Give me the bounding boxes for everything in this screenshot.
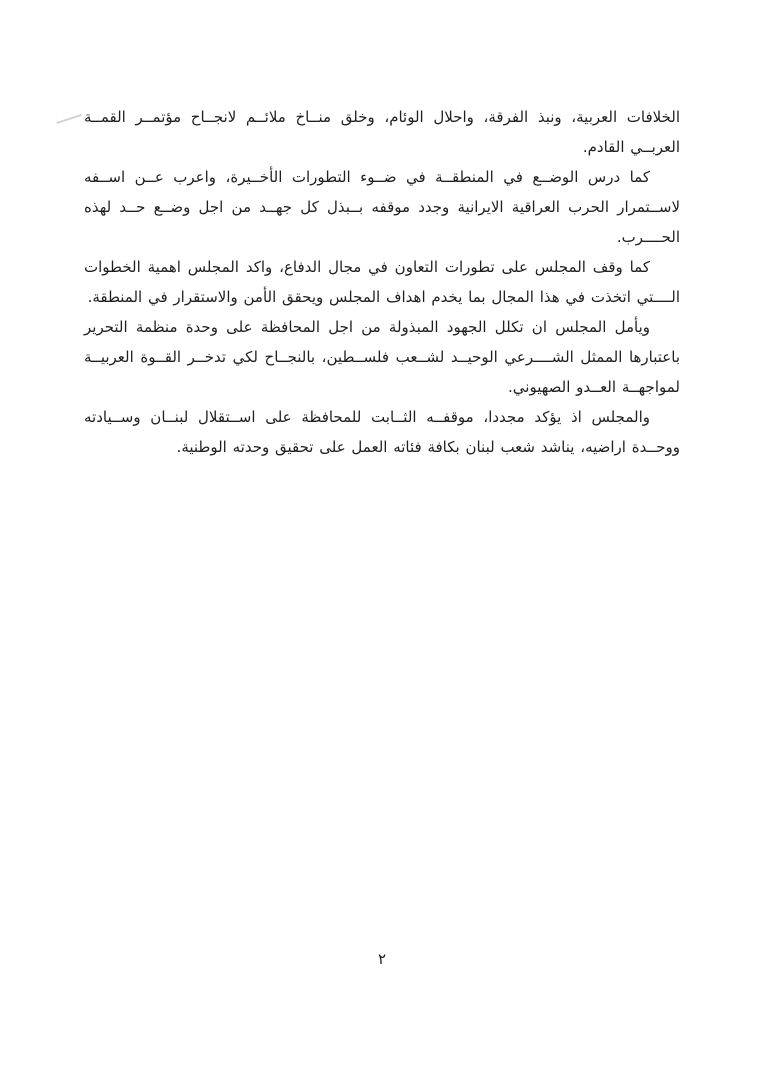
scan-artifact-mark	[56, 114, 81, 124]
paragraph: والمجلس اذ يؤكد مجددا، موقفــه الثــابت للمحافظة على اســتقلال لبنــان وســيادته ووحــدة اراضيه، يناشد شعب لبنان بكافة فئاته العمل على تحقيق وحدته الوطنية.	[84, 408, 680, 456]
paragraph: ويأمل المجلس ان تكلل الجهود المبذولة من اجل المحافظة على وحدة منظمة التحرير باعتبارها الممثل الشــــرعي الوحيــد لشــعب فلســطين، بالنجــاح لكي تدخــر القــوة العربيــة لمواجهــة العــدو الصهيوني.	[84, 318, 680, 396]
paragraph: كما وقف المجلس على تطورات التعاون في مجال الدفاع، واكد المجلس اهمية الخطوات الــــتي اتخذت في هذا المجال بما يخدم اهداف المجلس ويحقق الأمن والاستقرار في المنطقة.	[84, 258, 680, 306]
paragraph-continuation: الخلافات العربية، ونبذ الفرقة، واحلال الوئام، وخلق منــاخ ملائــم لانجــاح مؤتمــر القمــة العربــي القادم.	[84, 108, 680, 156]
page-number: ٢	[377, 950, 387, 968]
paragraph: كما درس الوضــع في المنطقــة في ضــوء التطورات الأخــيرة، واعرب عــن اســفه لاســتمرار الحرب العراقية الايرانية وجدد موقفه بــبذل كل جهــد من اجل وضــع حــد لهذه الحــــرب.	[84, 168, 680, 246]
document-text-block	[84, 102, 680, 462]
